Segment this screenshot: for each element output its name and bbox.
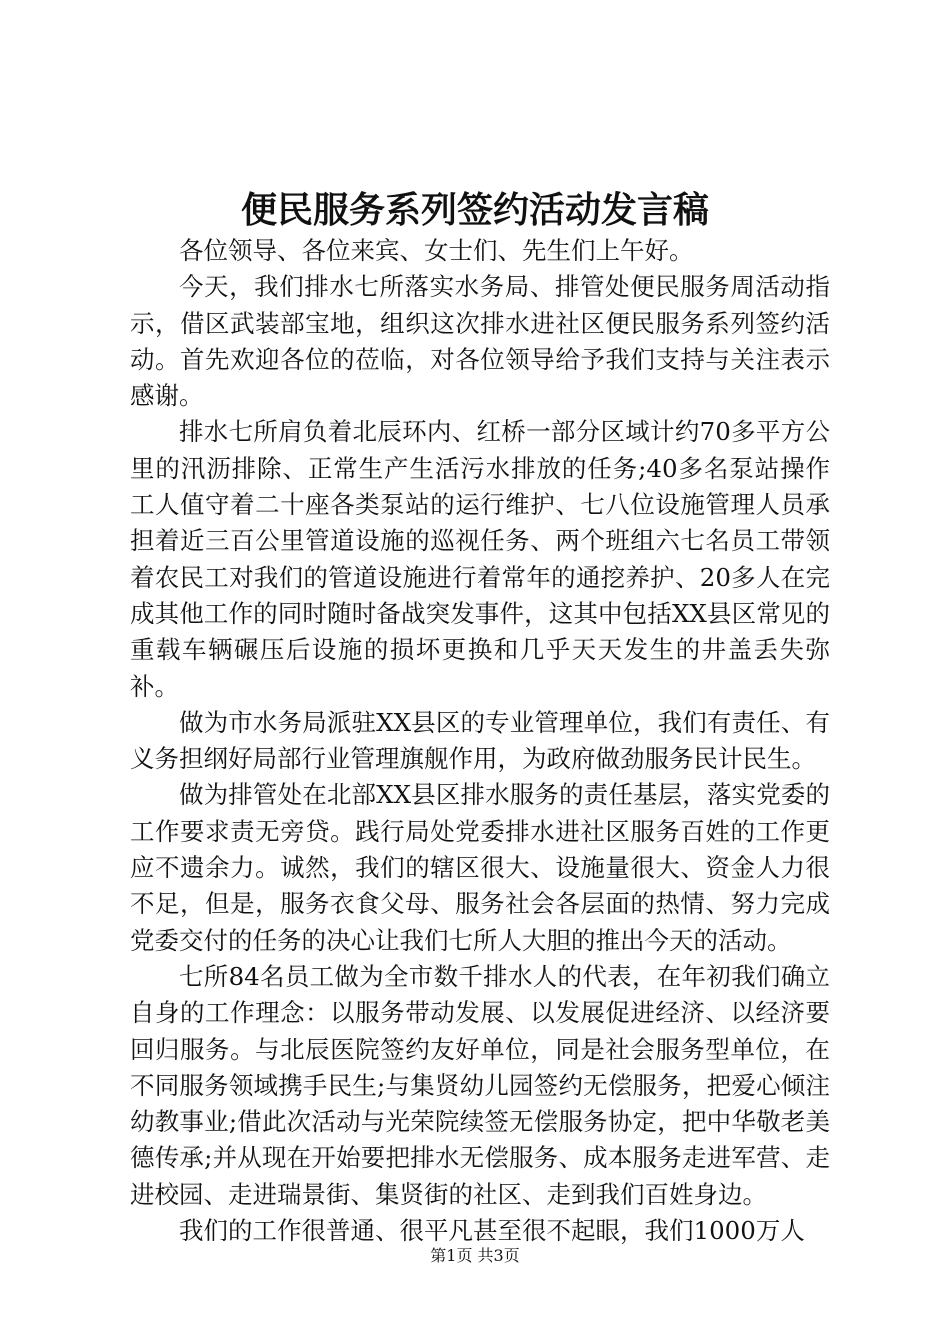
paragraph-closing: 我们的工作很普通、很平凡甚至很不起眼，我们1000万人 <box>179 1216 805 1246</box>
paragraph-party-committee: 做为排管处在北部XX县区排水服务的责任基层，落实党委的工作要求责无旁贷。践行局处党委排水进社区服务百姓的工作更应不遗余力。诚然，我们的辖区很大、设施量很大、资金人力很不足，但是，服务衣食父母、服务社会各层面的热情、努力完成党委交付的任务的决心让我们七所人大胆的推出今天的活动。 <box>130 780 830 955</box>
paragraph-greeting: 各位领导、各位来宾、女士们、先生们上午好。 <box>179 236 694 265</box>
document-body <box>130 233 830 1249</box>
paragraph-management-unit: 做为市水务局派驻XX县区的专业管理单位，我们有责任、有义务担纲好局部行业管理旗舰作用，为政府做劲服务民计民生。 <box>130 707 830 774</box>
page-footer: 第1页 共3页 <box>430 1246 520 1265</box>
paragraph-opening: 今天，我们排水七所落实水务局、排管处便民服务周活动指示，借区武装部宝地，组织这次排水进社区便民服务系列签约活动。首先欢迎各位的莅临，对各位领导给予我们支持与关注表示感谢。 <box>130 272 830 411</box>
page-title: 便民服务系列签约活动发言稿 <box>240 189 709 231</box>
paragraph-responsibilities: 排水七所肩负着北辰环内、红桥一部分区域计约70多平方公里的汛沥排除、正常生产生活污水排放的任务;40多名泵站操作工人值守着二十座各类泵站的运行维护、七八位设施管理人员承担着近三百公里管道设施的巡视任务、两个班组六七名员工带领着农民工对我们的管道设施进行着常年的通挖养护、20多人在完成其他工作的同时随时备战突发事件，这其中包括XX县区常见的重载车辆碾压后设施的损坏更换和几乎天天发生的井盖丢失弥补。 <box>130 417 830 701</box>
paragraph-work-philosophy: 七所84名员工做为全市数千排水人的代表，在年初我们确立自身的工作理念：以服务带动发展、以发展促进经济、以经济要回归服务。与北辰医院签约友好单位，同是社会服务型单位，在不同服务领域携手民生;与集贤幼儿园签约无偿服务，把爱心倾注幼教事业;借此次活动与光荣院续签无偿服务协定，把中华敬老美德传承;并从现在开始要把排水无偿服务、成本服务走进军营、走进校园、走进瑞景街、集贤街的社区、走到我们百姓身边。 <box>130 961 830 1209</box>
